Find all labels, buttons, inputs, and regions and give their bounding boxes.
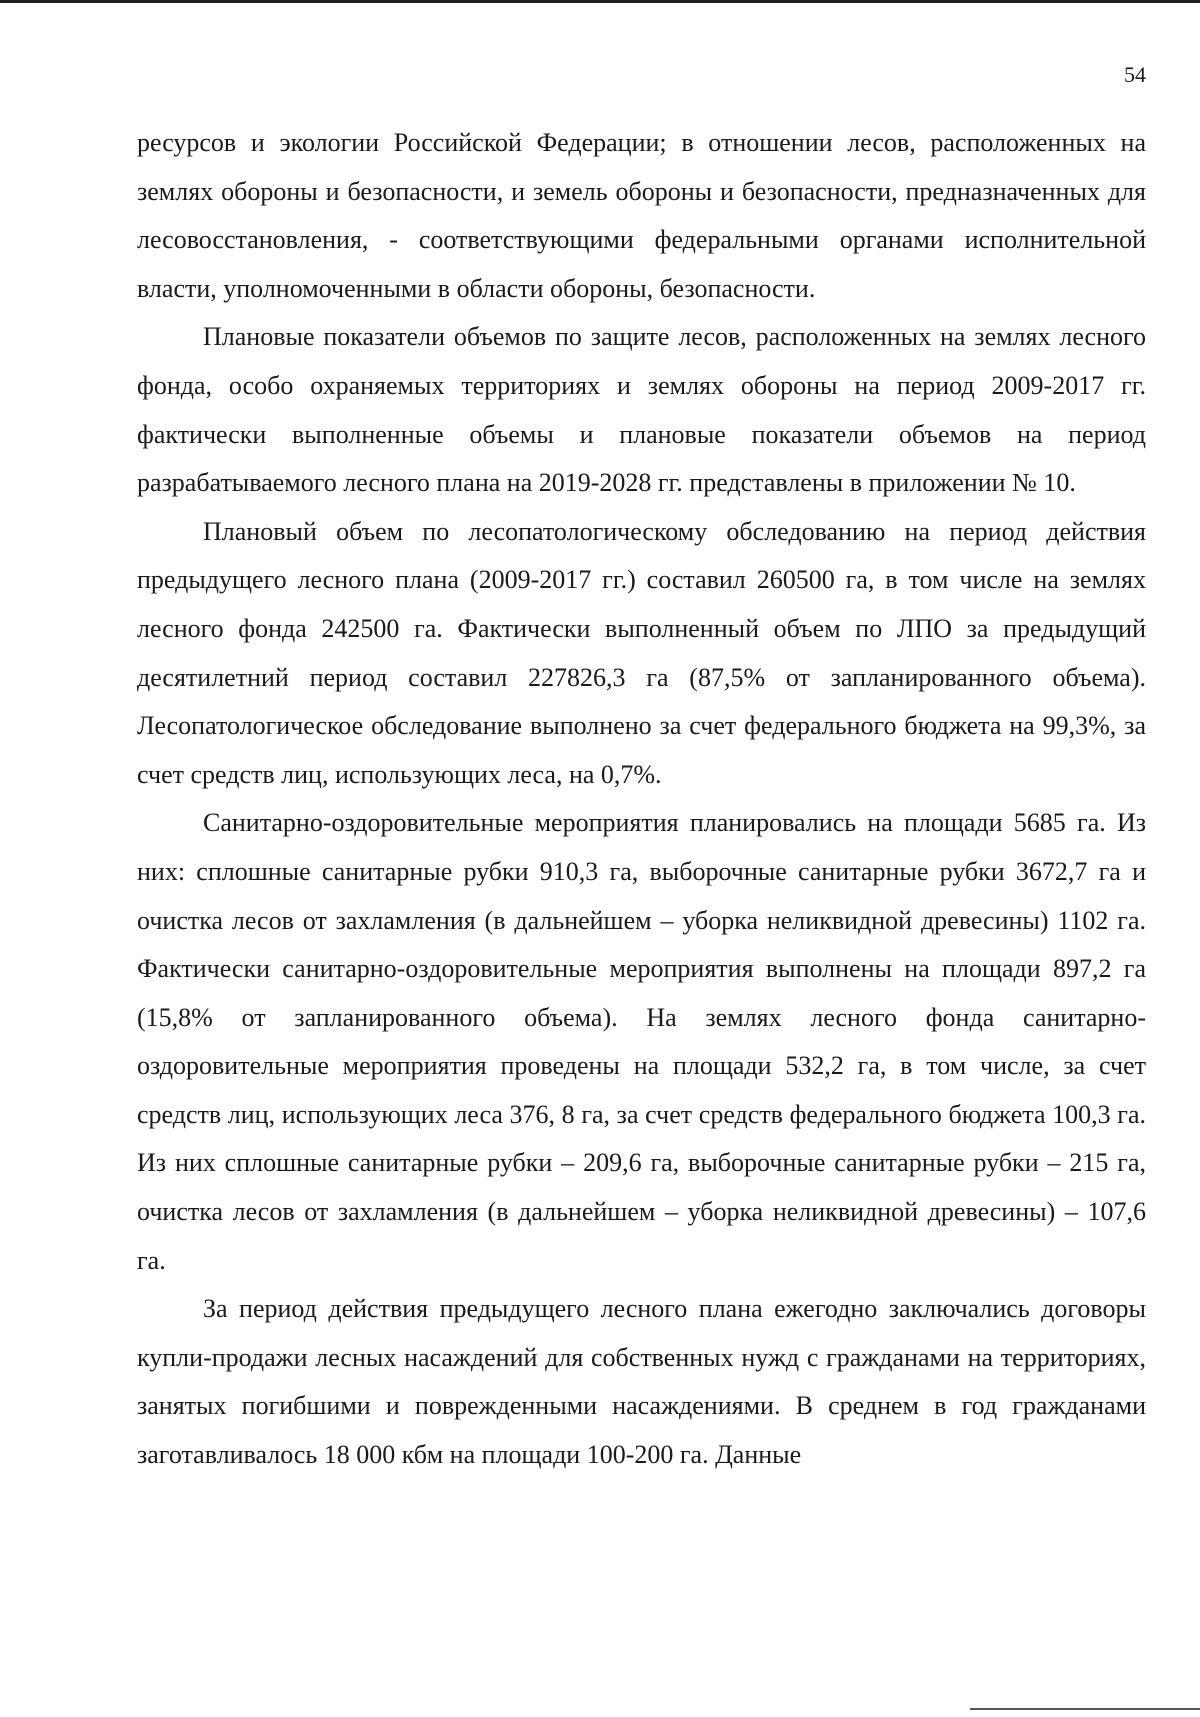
paragraph-sanitary-measures: Санитарно-оздоровительные мероприятия планировались на площади 5685 га. Из них: сплошные санитарные рубки 910,3 га, выборочные санитарные рубки 3672,7 га и очистка лесов от захламления (в дальнейшем – уборка неликвидной древесины) 1102 га. Фактически санитарно-оздоровительные мероприятия выполнены на площади 897,2 га (15,8% от запланированного объема). На землях лесного фонда санитарно-оздоровительные мероприятия проведены на площади 532,2 га, в том числе, за счет средств лиц, использующих леса 376, 8 га, за счет средств федерального бюджета 100,3 га. Из них сплошные санитарные рубки – 209,6 га, выборочные санитарные рубки – 215 га, очистка лесов от захламления (в дальнейшем – уборка неликвидной древесины) – 107,6 га. bbox=[137, 808, 1146, 1275]
body-text bbox=[137, 119, 1146, 1480]
paragraph-forest-pathology-survey: Плановый объем по лесопатологическому обследованию на период действия предыдущего лесного плана (2009-2017 гг.) составил 260500 га, в том числе на землях лесного фонда 242500 га. Фактически выполненный объем по ЛПО за предыдущий десятилетний период составил 227826,3 га (87,5% от запланированного объема). Лесопатологическое обследование выполнено за счет федерального бюджета на 99,3%, за счет средств лиц, использующих леса, на 0,7%. bbox=[137, 516, 1146, 789]
paragraph-protection-indicators: Плановые показатели объемов по защите лесов, расположенных на землях лесного фонда, особо охраняемых территориях и землях обороны на период 2009-2017 гг. фактически выполненные объемы и плановые показатели объемов на период разрабатываемого лесного плана на 2019-2028 гг. представлены в приложении № 10. bbox=[137, 322, 1146, 498]
paragraph-continuation: ресурсов и экологии Российской Федерации; в отношении лесов, расположенных на землях обороны и безопасности, и земель обороны и безопасности, предназначенных для лесовосстановления, - соответствующими федеральными органами исполнительной власти, уполномоченными в области обороны, безопасности. bbox=[137, 128, 1146, 303]
top-scan-edge bbox=[0, 0, 1200, 3]
page-number: 54 bbox=[1124, 62, 1146, 87]
paragraph-purchase-contracts: За период действия предыдущего лесного плана ежегодно заключались договоры купли-продажи лесных насаждений для собственных нужд с гражданами на территориях, занятых погибшими и поврежденными насаждениями. В среднем в год гражданами заготавливалось 18 000 кбм на площади 100-200 га. Данные bbox=[137, 1294, 1146, 1470]
bottom-scan-edge bbox=[970, 1708, 1200, 1710]
